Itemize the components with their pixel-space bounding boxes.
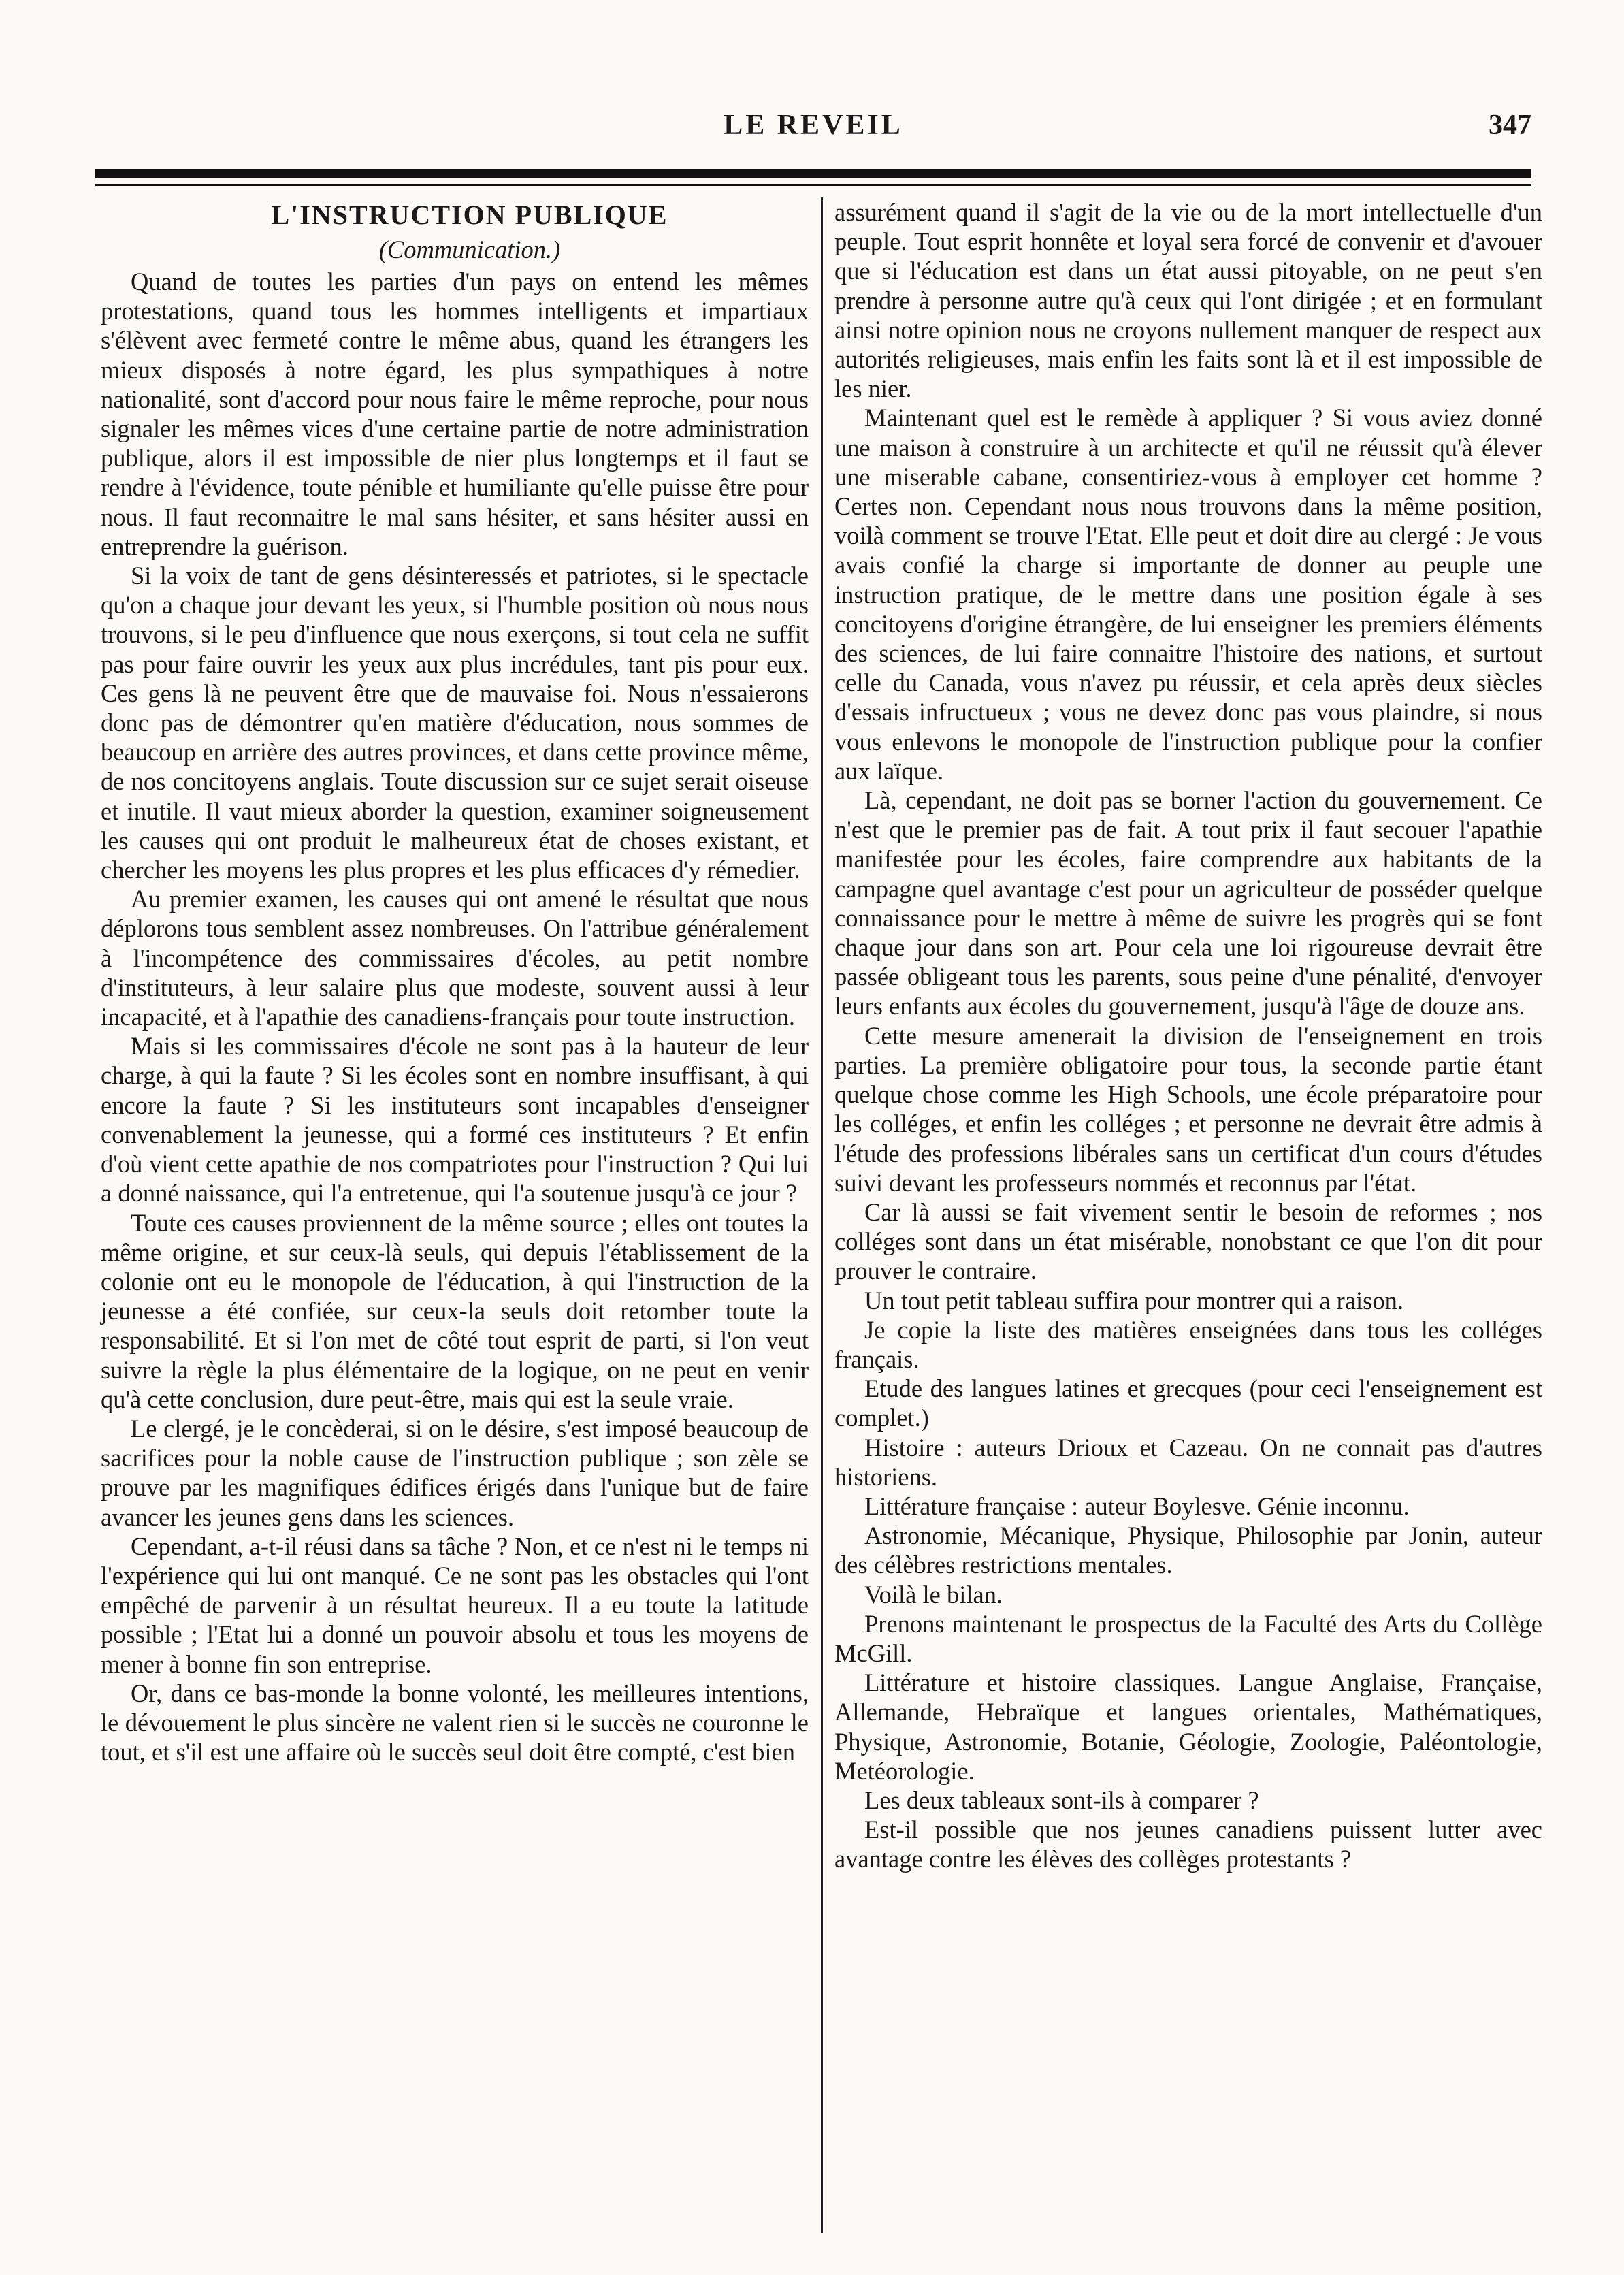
paragraph: Voilà le bilan. bbox=[864, 1580, 1003, 1609]
paragraph: Est-il possible que nos jeunes canadiens puissent lutter avec avantage contre les élèves des collèges protestants ? bbox=[834, 1816, 1542, 1873]
paragraph: Si la voix de tant de gens désinteressés et patriotes, si le spectacle qu'on a chaque jour devant les yeux, si l'humble position où nous nous trouvons, si le peu d'influence que nous exerçons, si tout cela ne suffit pas pour faire ouvrir les yeux aux plus incrédules, tant pis pour eux. Ces gens là ne peuvent être que de mauvaise foi. Nous n'essaierons donc pas de démontrer qu'en matière d'éducation, nous sommes de beaucoup en arrière des autres provinces, et dans cette province même, de nos concitoyens anglais. Toute discussion sur ce sujet serait oiseuse et inutile. Il vaut mieux aborder la question, examiner soigneusement les causes qui ont produit le malheureux état de choses existant, et chercher les moyens les plus propres et les plus efficaces d'y rémedier. bbox=[101, 562, 809, 884]
header-rule-thin bbox=[95, 184, 1531, 186]
paragraph: Là, cependant, ne doit pas se borner l'action du gouvernement. Ce n'est que le premier pas de fait. A tout prix il faut secouer l'apathie manifestée pour les écoles, faire comprendre aux habitants de la campagne quel avantage c'est pour un agriculteur de posséder quelque connaissance pour le mettre à même de suivre les progrès qui se font chaque jour dans son art. Pour cela une loi rigoureuse devrait être passée obligeant tous les parents, sous peine d'une pénalité, d'envoyer leurs enfants aux écoles du gouvernement, jusqu'à l'âge de douze ans. bbox=[834, 786, 1542, 1020]
paragraph: Le clergé, je le concèderai, si on le désire, s'est imposé beaucoup de sacrifices pour la noble cause de l'instruction publique ; son zèle se prouve par les magnifiques édifices érigés dans l'unique but de faire avancer les jeunes gens dans les sciences. bbox=[101, 1414, 809, 1531]
left-column bbox=[101, 197, 809, 1766]
page-number: 347 bbox=[1489, 110, 1531, 141]
paragraph: Littérature et histoire classiques. Langue Anglaise, Française, Allemande, Hebraïque et langues orientales, Mathématiques, Physique, Astronomie, Botanie, Géologie, Zoologie, Paléontologie, Metéorologie. bbox=[834, 1668, 1542, 1785]
paragraph: Cependant, a-t-il réusi dans sa tâche ? Non, et ce n'est ni le temps ni l'expérience qui lui ont manqué. Ce ne sont pas les obstacles qui l'ont empêché de parvenir à un résultat heureux. Il a eu toute la latitude possible ; l'Etat lui a donné un pouvoir absolu et tous les moyens de mener à bonne fin son entreprise. bbox=[101, 1532, 809, 1678]
paragraph: Les deux tableaux sont-ils à comparer ? bbox=[864, 1786, 1259, 1814]
paragraph: Quand de toutes les parties d'un pays on entend les mêmes protestations, quand tous les hommes intelligents et impartiaux s'élèvent avec fermeté contre le même abus, quand les étrangers les mieux disposés à notre égard, les plus sympathiques à notre nationalité, sont d'accord pour nous faire le même reproche, pour nous signaler les mêmes vices d'une certaine partie de notre administration publique, alors il est impossible de nier plus longtemps et il faut se rendre à l'évidence, toute pénible et humiliante qu'elle puisse être pour nous. Il faut reconnaitre le mal sans hésiter, et sans hésiter aussi en entreprendre la guérison. bbox=[101, 268, 809, 560]
paragraph: Astronomie, Mécanique, Physique, Philosophie par Jonin, auteur des célèbres restrictions mentales. bbox=[834, 1521, 1542, 1579]
paragraph: Cette mesure amenerait la division de l'enseignement en trois parties. La première obligatoire pour tous, la seconde partie étant quelque chose comme les High Schools, une école préparatoire pour les colléges, et enfin les colléges ; et personne ne devrait être admis à l'étude des professions libérales sans un certificat d'un cours d'études suivi devant les professeurs nommés et reconnus par l'état. bbox=[834, 1021, 1542, 1197]
paragraph: Etude des langues latines et grecques (pour ceci l'enseignement est complet.) bbox=[834, 1374, 1542, 1432]
header-rule-thick bbox=[95, 169, 1531, 178]
paragraph: Maintenant quel est le remède à appliquer ? Si vous aviez donné une maison à construire à un architecte et qu'il ne réussit qu'à élever une miserable cabane, consentiriez-vous à employer cet homme ? Certes non. Cependant nous nous trouvons dans la même position, voilà comment se trouve l'Etat. Elle peut et doit dire au clergé : Je vous avais confié la charge si importante de donner au peuple une instruction pratique, de le mettre dans une position égale à ses concitoyens d'origine étrangère, de lui enseigner les premiers éléments des sciences, de lui faire connaitre l'histoire des nations, et surtout celle du Canada, vous n'avez pu réussir, et cela après deux siècles d'essais infructueux ; vous ne devez donc pas vous plaindre, si nous vous enlevons le monopole de l'instruction publique pour la confier aux laïque. bbox=[834, 404, 1542, 785]
paragraph: Mais si les commissaires d'école ne sont pas à la hauteur de leur charge, à qui la faute ? Si les écoles sont en nombre insuffisant, à qui encore la faute ? Si les instituteurs sont incapables d'enseigner convenablement la jeunesse, qui a formé ces instituteurs ? Et enfin d'où vient cette apathie de nos compatriotes pour l'instruction ? Qui lui a donné naissance, qui l'a entretenue, qui l'a soutenue jusqu'à ce jour ? bbox=[101, 1032, 809, 1208]
paragraph: Un tout petit tableau suffira pour montrer qui a raison. bbox=[864, 1286, 1403, 1314]
running-title: LE REVEIL bbox=[724, 110, 903, 141]
paragraph: Au premier examen, les causes qui ont amené le résultat que nous déplorons tous semblent assez nombreuses. On l'attribue généralement à l'incompétence des commissaires d'écoles, au petit nombre d'instituteurs, à leur salaire plus que modeste, souvent aussi à leur incapacité, et à l'apathie des canadiens-français pour toute instruction. bbox=[101, 885, 809, 1031]
paragraph-continued: assurément quand il s'agit de la vie ou de la mort intellectuelle d'un peuple. Tout esprit honnête et loyal sera forcé de convenir et d'avouer que si l'éducation est dans un état aussi pitoyable, on ne peut s'en prendre à personne autre qu'à ceux qui l'ont dirigée ; et en formulant ainsi notre opinion nous ne croyons nullement manquer de respect aux autorités religieuses, mais enfin les faits sont là et il est impossible de les nier. bbox=[834, 198, 1542, 403]
paragraph: Toute ces causes proviennent de la même source ; elles ont toutes la même origine, et sur ceux-là seuls, qui depuis l'établissement de la colonie ont eu le monopole de l'éducation, à qui l'instruction de la jeunesse a été confiée, sur ceux-la seuls doit retomber toute la responsabilité. Et si l'on met de côté tout esprit de parti, si l'on veut suivre la règle la plus élémentaire de la logique, on ne peut en venir qu'à cette conclusion, dure peut-être, mais qui est la seule vraie. bbox=[101, 1208, 809, 1413]
article-subtitle: (Communication.) bbox=[378, 236, 561, 263]
paragraph: Littérature française : auteur Boylesve. Génie inconnu. bbox=[864, 1491, 1410, 1520]
paragraph: Histoire : auteurs Drioux et Cazeau. On ne connait pas d'autres historiens. bbox=[834, 1433, 1542, 1491]
paragraph: Je copie la liste des matières enseignées dans tous les colléges français. bbox=[834, 1315, 1542, 1373]
right-column bbox=[834, 197, 1542, 1874]
paragraph: Car là aussi se fait vivement sentir le besoin de reformes ; nos colléges sont dans un état misérable, nonobstant ce que l'on dit pour prouver le contraire. bbox=[834, 1197, 1542, 1285]
page-header bbox=[95, 109, 1531, 163]
column-divider bbox=[821, 197, 823, 2233]
paragraph: Or, dans ce bas-monde la bonne volonté, les meilleures intentions, le dévouement le plus sincère ne valent rien si le succès ne couronne le tout, et s'il est une affaire où le succès seul doit être compté, c'est bien bbox=[101, 1679, 809, 1766]
article-title: L'INSTRUCTION PUBLIQUE bbox=[271, 199, 668, 230]
paragraph: Prenons maintenant le prospectus de la Faculté des Arts du Collège McGill. bbox=[834, 1609, 1542, 1667]
